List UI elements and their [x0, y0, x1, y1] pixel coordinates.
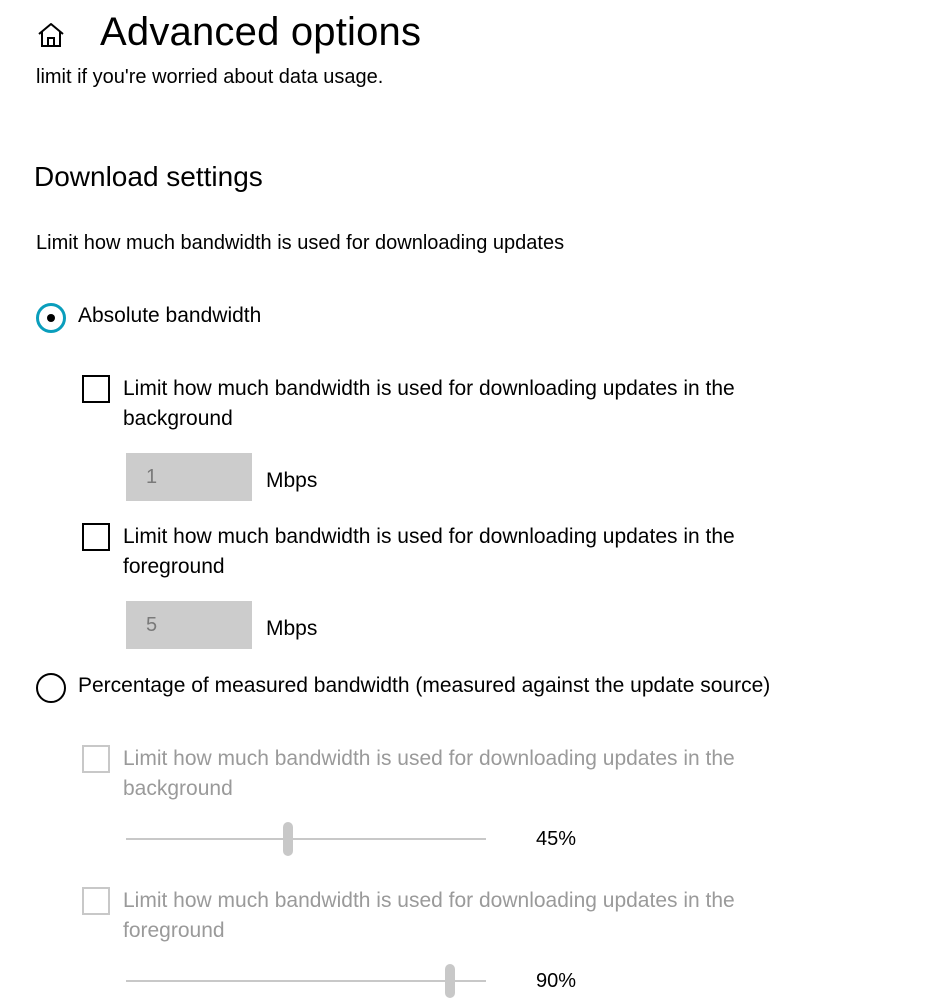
absolute-bandwidth-radio[interactable] [36, 303, 66, 333]
absolute-foreground-unit: Mbps [266, 617, 318, 640]
percentage-background-value: 45% [536, 828, 577, 850]
page-subtext: limit if you're worried about data usage. [36, 66, 384, 88]
percentage-background-label[interactable]: Limit how much bandwidth is used for downloading updates in the background [123, 747, 735, 800]
section-description: Limit how much bandwidth is used for downloading updates [36, 232, 565, 254]
percentage-foreground-label[interactable]: Limit how much bandwidth is used for downloading updates in the foreground [123, 889, 735, 942]
percentage-background-slider-thumb[interactable] [283, 822, 293, 856]
absolute-bandwidth-label[interactable]: Absolute bandwidth [78, 304, 262, 327]
percentage-foreground-slider-thumb[interactable] [445, 964, 455, 998]
absolute-background-label[interactable]: Limit how much bandwidth is used for downloading updates in the background [123, 377, 735, 430]
percentage-bandwidth-radio[interactable] [36, 673, 66, 703]
absolute-foreground-label[interactable]: Limit how much bandwidth is used for downloading updates in the foreground [123, 525, 735, 578]
absolute-foreground-mbps-input[interactable] [126, 601, 252, 649]
percentage-foreground-checkbox[interactable] [82, 887, 110, 915]
percentage-bandwidth-label[interactable]: Percentage of measured bandwidth (measured against the update source) [78, 674, 771, 697]
percentage-background-slider[interactable] [126, 838, 486, 840]
absolute-background-mbps-input[interactable] [126, 453, 252, 501]
page-title: Advanced options [100, 10, 422, 54]
absolute-foreground-checkbox[interactable] [82, 523, 110, 551]
percentage-foreground-value: 90% [536, 970, 577, 992]
absolute-background-unit: Mbps [266, 469, 318, 492]
home-icon[interactable] [36, 20, 66, 50]
percentage-foreground-slider[interactable] [126, 980, 486, 982]
absolute-background-checkbox[interactable] [82, 375, 110, 403]
section-title-download-settings: Download settings [34, 161, 263, 192]
percentage-background-checkbox[interactable] [82, 745, 110, 773]
